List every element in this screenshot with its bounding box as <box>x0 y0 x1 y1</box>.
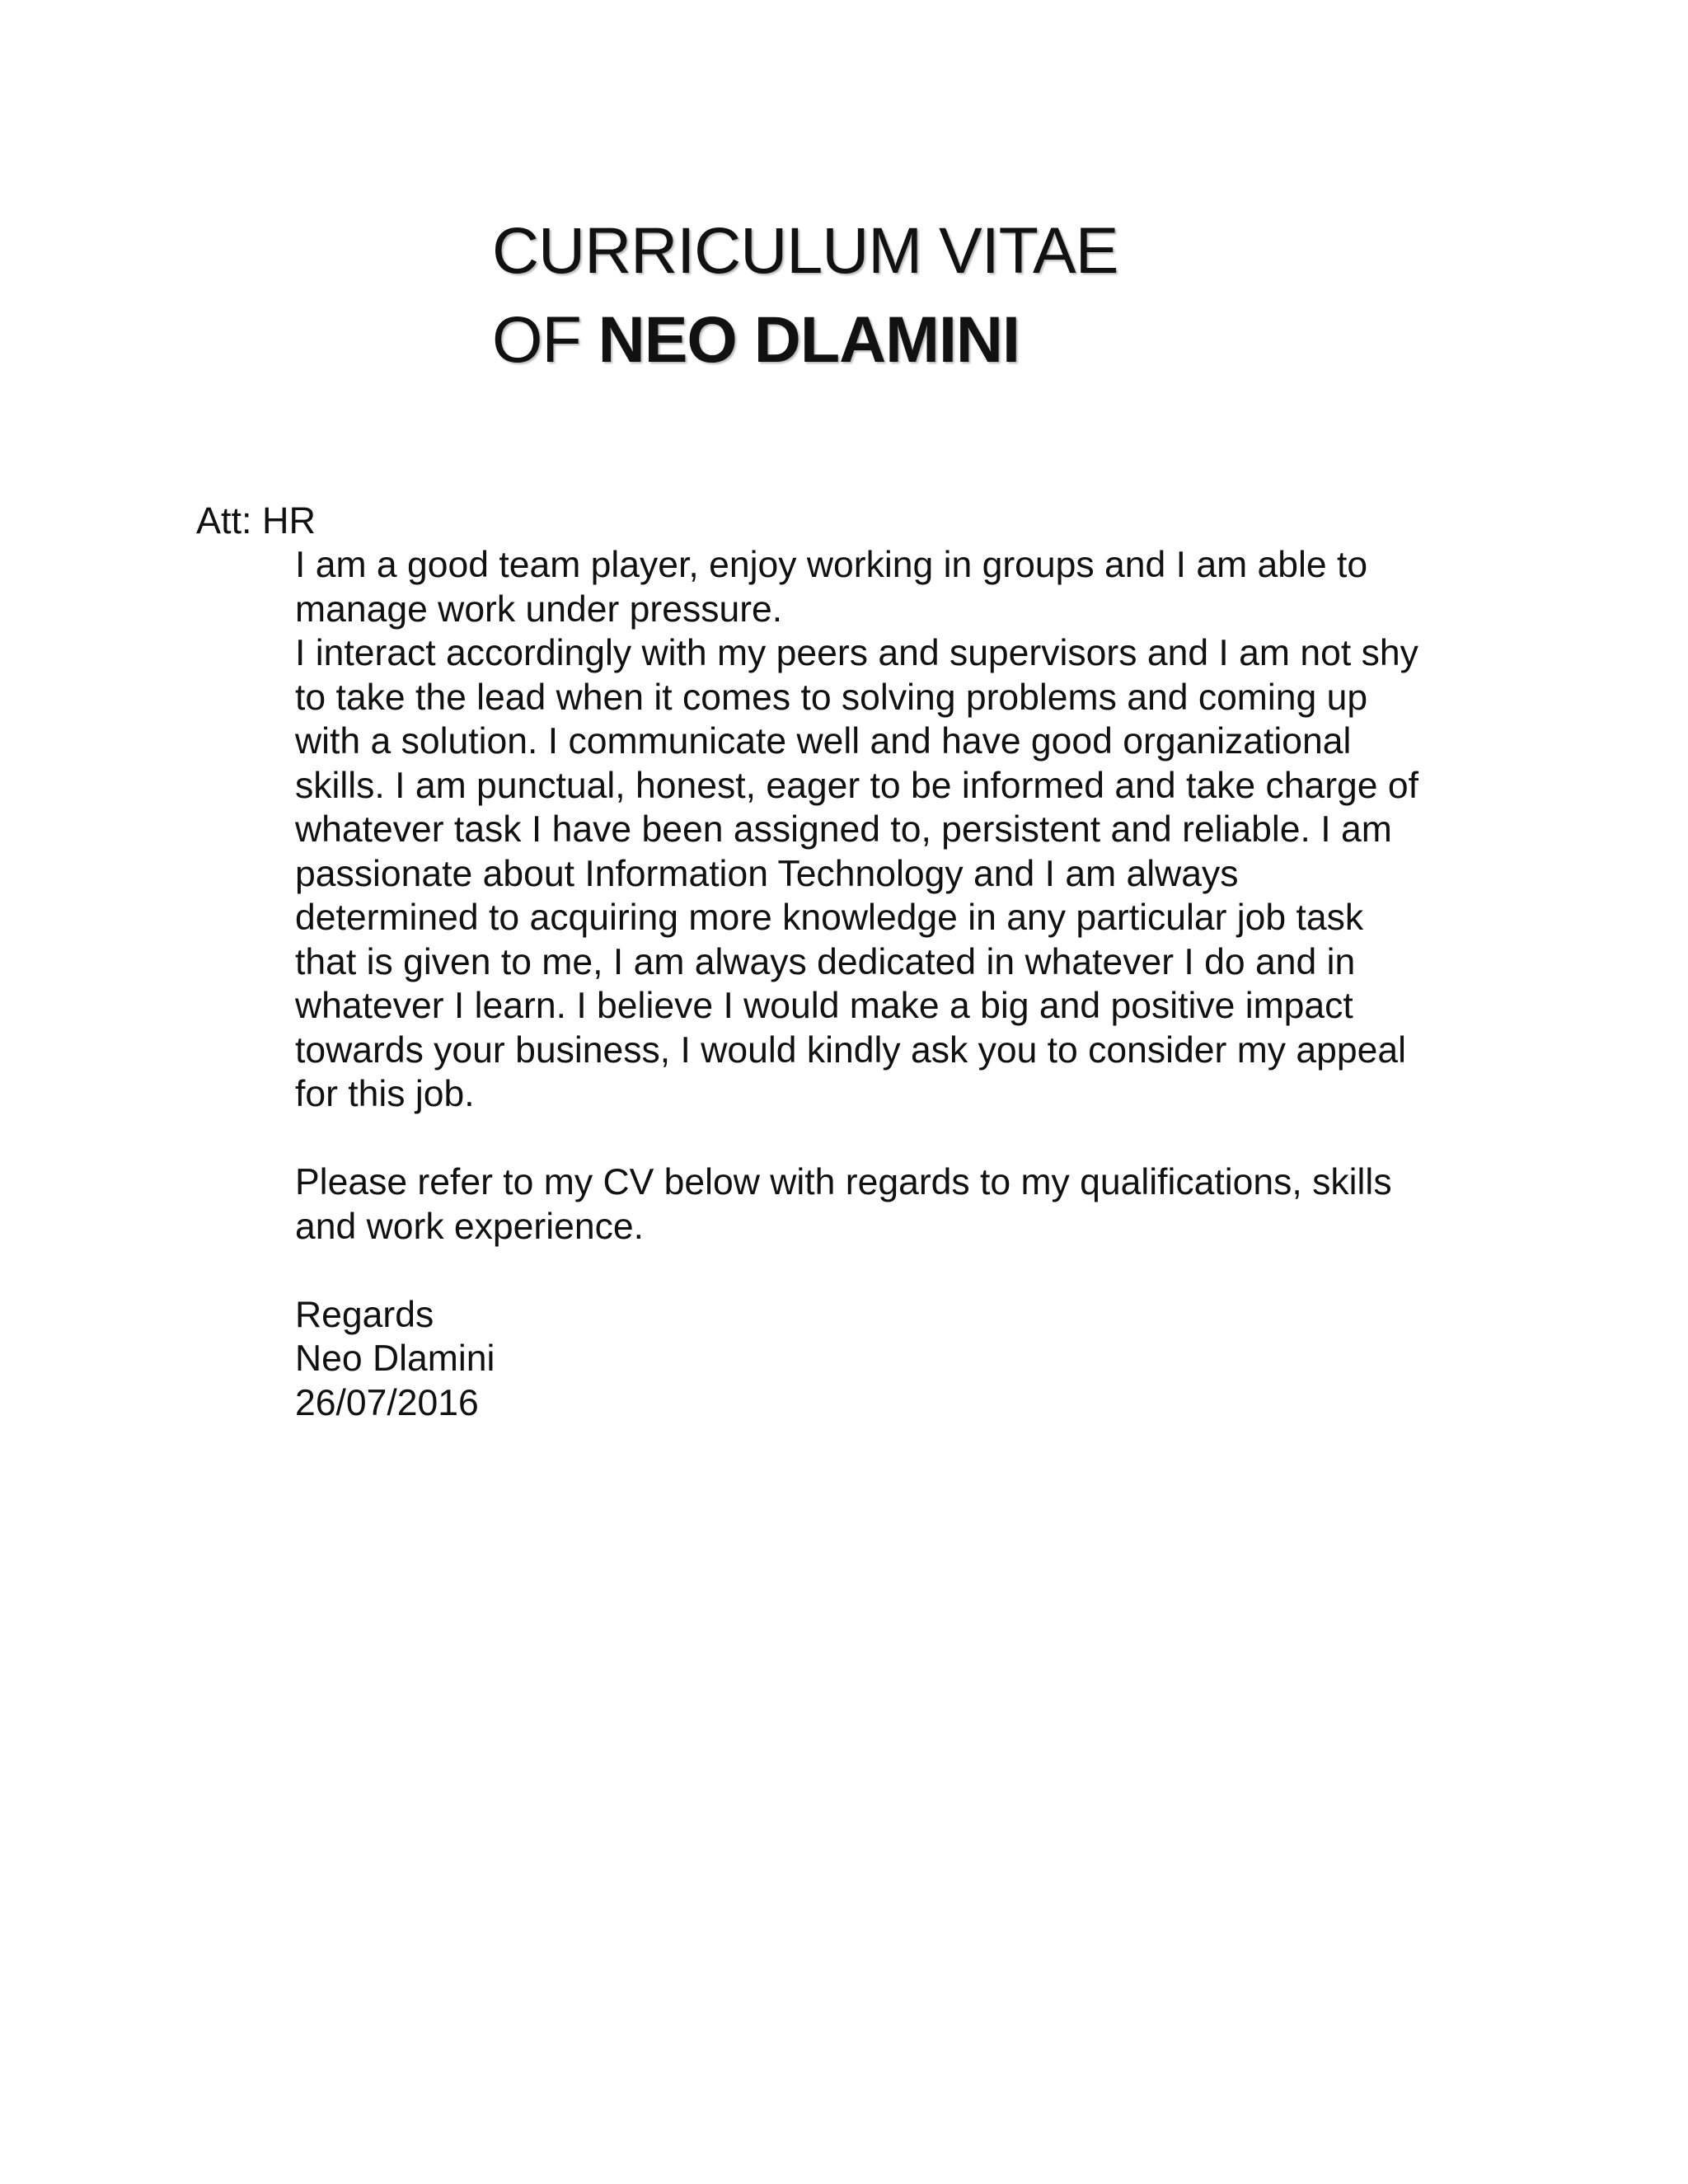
paragraph-line: determined to acquiring more knowledge in any particular job task <box>295 898 1364 938</box>
title-name: NEO DLAMINI <box>598 302 1020 376</box>
paragraph-line: passionate about Information Technology and I am always <box>295 853 1239 894</box>
paragraph-2 <box>295 1160 1490 1249</box>
cv-title <box>492 206 1118 384</box>
paragraph-line: skills. I am punctual, honest, eager to be informed and take charge of <box>295 765 1418 806</box>
paragraph-line: I interact accordingly with my peers and supervisors and I am not shy <box>295 633 1418 673</box>
paragraph-line: whatever I learn. I believe I would make a big and positive impact <box>295 986 1353 1026</box>
signature-name: Neo Dlamini <box>295 1338 495 1379</box>
paragraph-line: to take the lead when it comes to solving problems and coming up <box>295 677 1368 718</box>
title-line-2 <box>492 295 1118 384</box>
paragraph-line: for this job. <box>295 1074 475 1114</box>
title-line-1: CURRICULUM VITAE <box>492 213 1118 287</box>
paragraph-line: towards your business, I would kindly ask you to consider my appeal <box>295 1029 1407 1071</box>
paragraph-line: that is given to me, I am always dedicated in whatever I do and in <box>295 941 1356 982</box>
title-prefix: OF <box>492 302 598 376</box>
attention-line: Att: HR <box>196 499 316 541</box>
paragraph-line: whatever task I have been assigned to, persistent and reliable. I am <box>295 809 1392 850</box>
closing-text: Regards <box>295 1294 434 1335</box>
paragraph-spacer <box>295 1249 1490 1293</box>
paragraph-line: and work experience. <box>295 1206 644 1247</box>
paragraph-spacer <box>295 1117 1490 1161</box>
letter-body <box>295 543 1490 1425</box>
paragraph-1 <box>295 543 1490 1117</box>
letter-date: 26/07/2016 <box>295 1382 479 1423</box>
paragraph-line: Please refer to my CV below with regards to my qualifications, skills <box>295 1162 1392 1202</box>
paragraph-line: with a solution. I communicate well and have good organizational <box>295 721 1352 762</box>
paragraph-line: I am a good team player, enjoy working in groups and I am able to <box>295 545 1368 585</box>
paragraph-line: manage work under pressure. <box>295 588 783 630</box>
sign-off <box>295 1293 1490 1426</box>
